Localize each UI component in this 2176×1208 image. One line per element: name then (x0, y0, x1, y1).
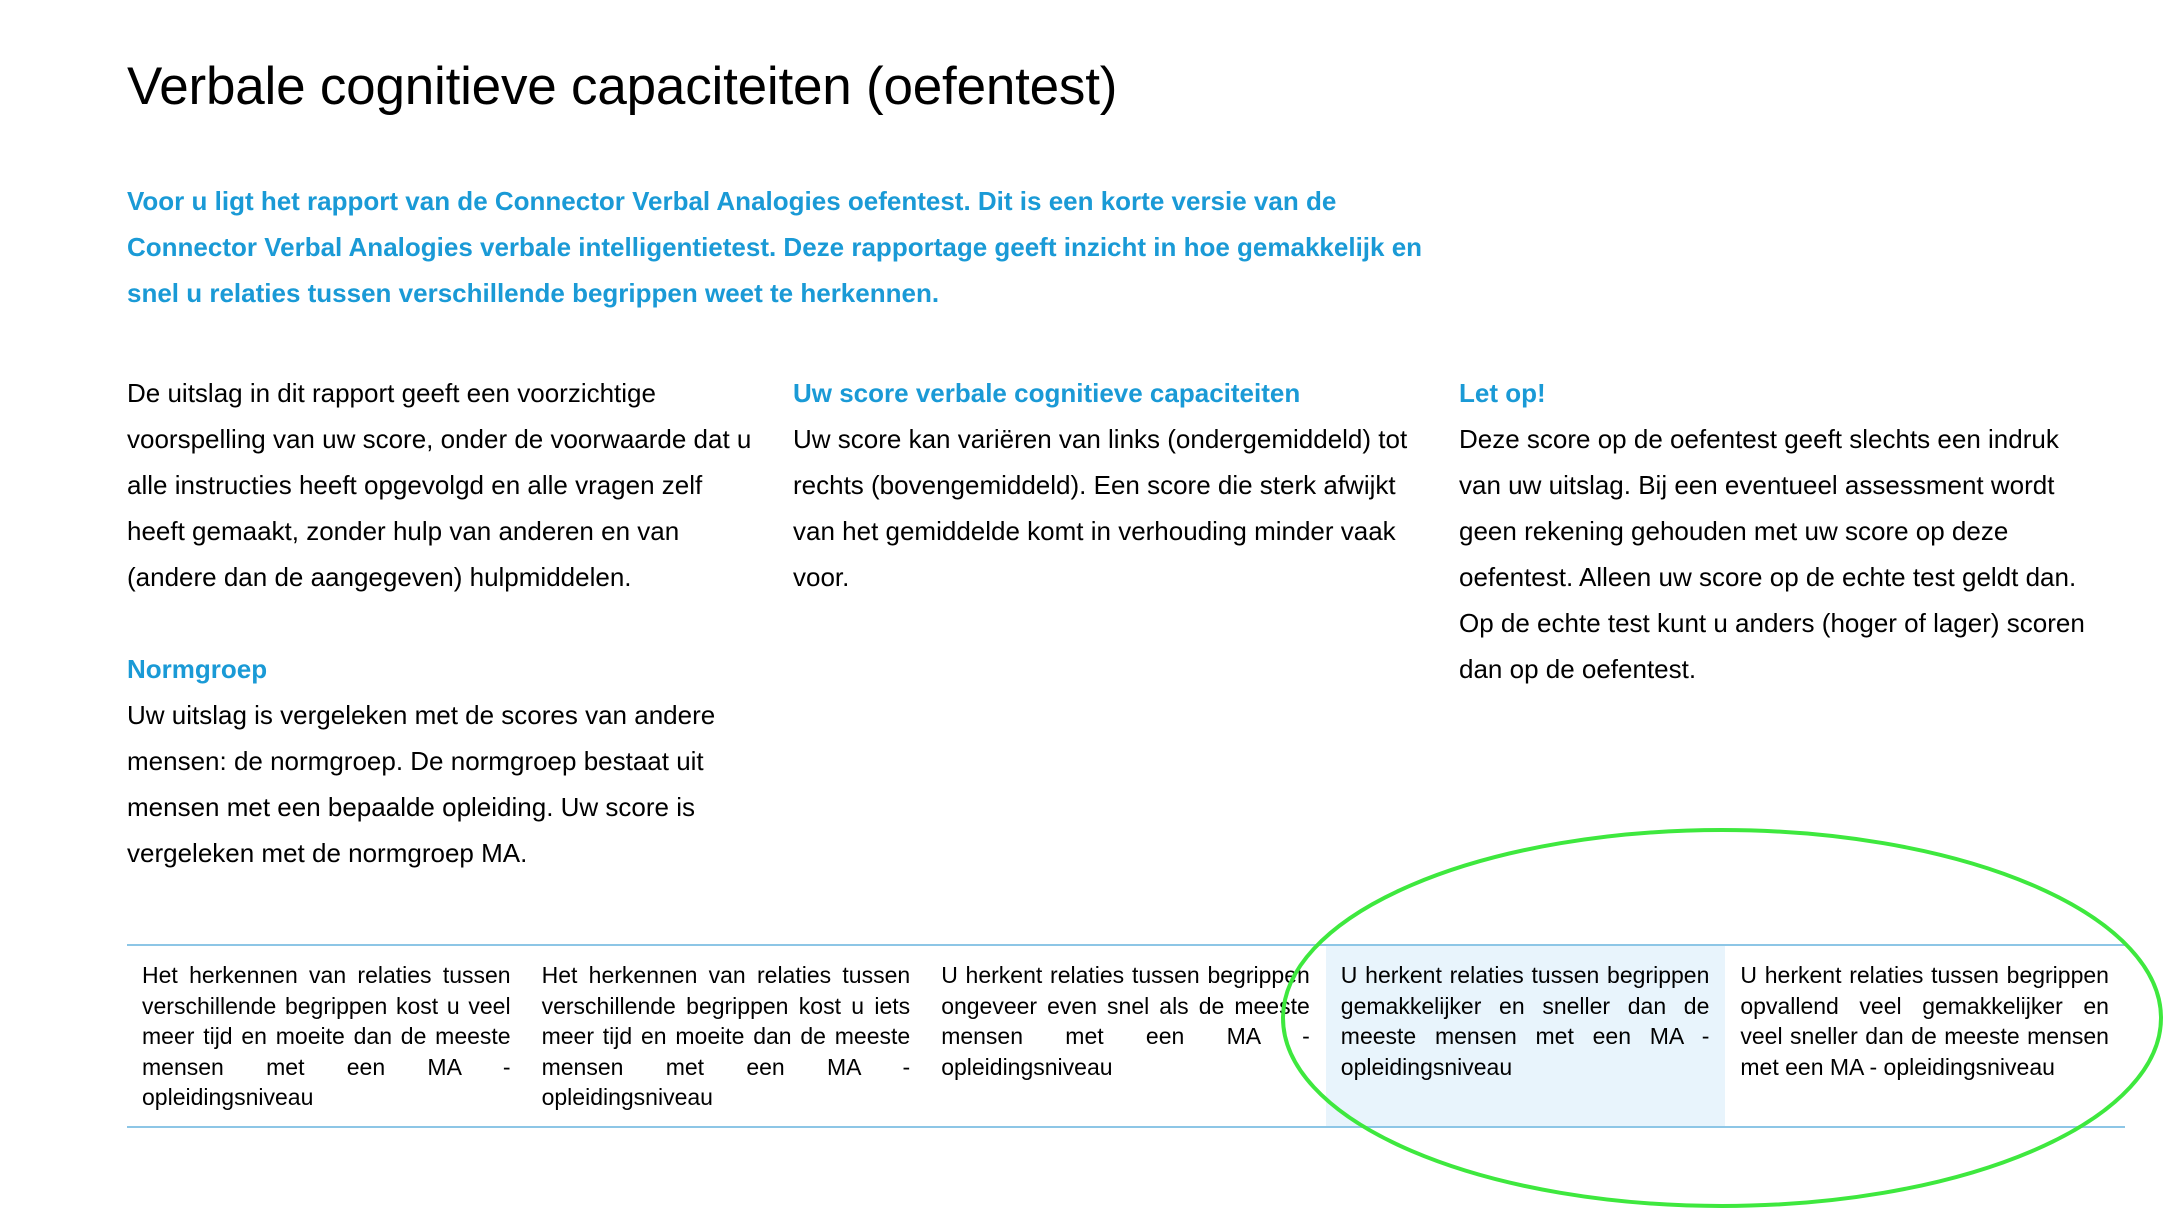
scale-cell-4-highlighted: U herkent relaties tussen begrippen gemakkelijker en sneller dan de meeste mensen met een MA -opleidingsniveau (1326, 946, 1726, 1126)
scale-cell-1: Het herkennen van relaties tussen verschillende begrippen kost u veel meer tijd en moeite dan de meeste mensen met een MA - opleidingsniveau (142, 962, 511, 1110)
normgroep-text: Uw uitslag is vergeleken met de scores van andere mensen: de normgroep. De normgroep bestaat uit mensen met een bepaalde opleiding. Uw score is vergeleken met de normgroep MA. (127, 700, 716, 868)
page-title: Verbale cognitieve capaciteiten (oefentest) (127, 57, 1118, 116)
note-heading: Let op! (1459, 378, 1546, 408)
scale-cell-2: Het herkennen van relaties tussen verschillende begrippen kost u iets meer tijd en moeite dan de meeste mensen met een MA - opleidingsniveau (541, 962, 911, 1110)
score-heading: Uw score verbale cognitieve capaciteiten (793, 378, 1301, 408)
note-text: Deze score op de oefentest geeft slechts een indruk van uw uitslag. Bij een eventueel assessment wordt geen rekening gehouden met uw score op deze oefentest. Alleen uw score op de echte test geldt dan. Op de echte test kunt u anders (hoger of lager) scoren dan op de oefentest. (1459, 424, 2085, 684)
scale-cell-5: U herkent relaties tussen begrippen opvallend veel gemakkelijker en veel sneller dan de meeste mensen met een MA - opleidingsniveau (1740, 962, 2109, 1080)
score-text: Uw score kan variëren van links (ondergemiddeld) tot rechts (bovengemiddeld). Een score die sterk afwijkt van het gemiddelde komt in verhouding minder vaak voor. (793, 424, 1408, 592)
column-left (127, 370, 767, 876)
normgroep-heading: Normgroep (127, 654, 268, 684)
score-scale (127, 944, 2125, 1128)
scale-cell-3: U herkent relaties tussen begrippen ongeveer even snel als de meeste mensen met een MA - opleidingsniveau (941, 962, 1310, 1080)
column-right (1459, 370, 2099, 692)
column-middle (793, 370, 1433, 600)
intro-text: Voor u ligt het rapport van de Connector Verbal Analogies oefentest. Dit is een korte versie van de Connector Verbal Analogies verbale intelligentietest. Deze rapportage geeft inzicht in hoe gemakkelijk en snel u relaties tussen verschillende begrippen weet te herkennen. (127, 186, 1423, 308)
disclaimer-paragraph: De uitslag in dit rapport geeft een voorzichtige voorspelling van uw score, onder de voorwaarde dat u alle instructies heeft opgevolgd en alle vragen zelf heeft gemaakt, zonder hulp van anderen en van (andere dan de aangegeven) hulpmiddelen. (127, 378, 752, 592)
